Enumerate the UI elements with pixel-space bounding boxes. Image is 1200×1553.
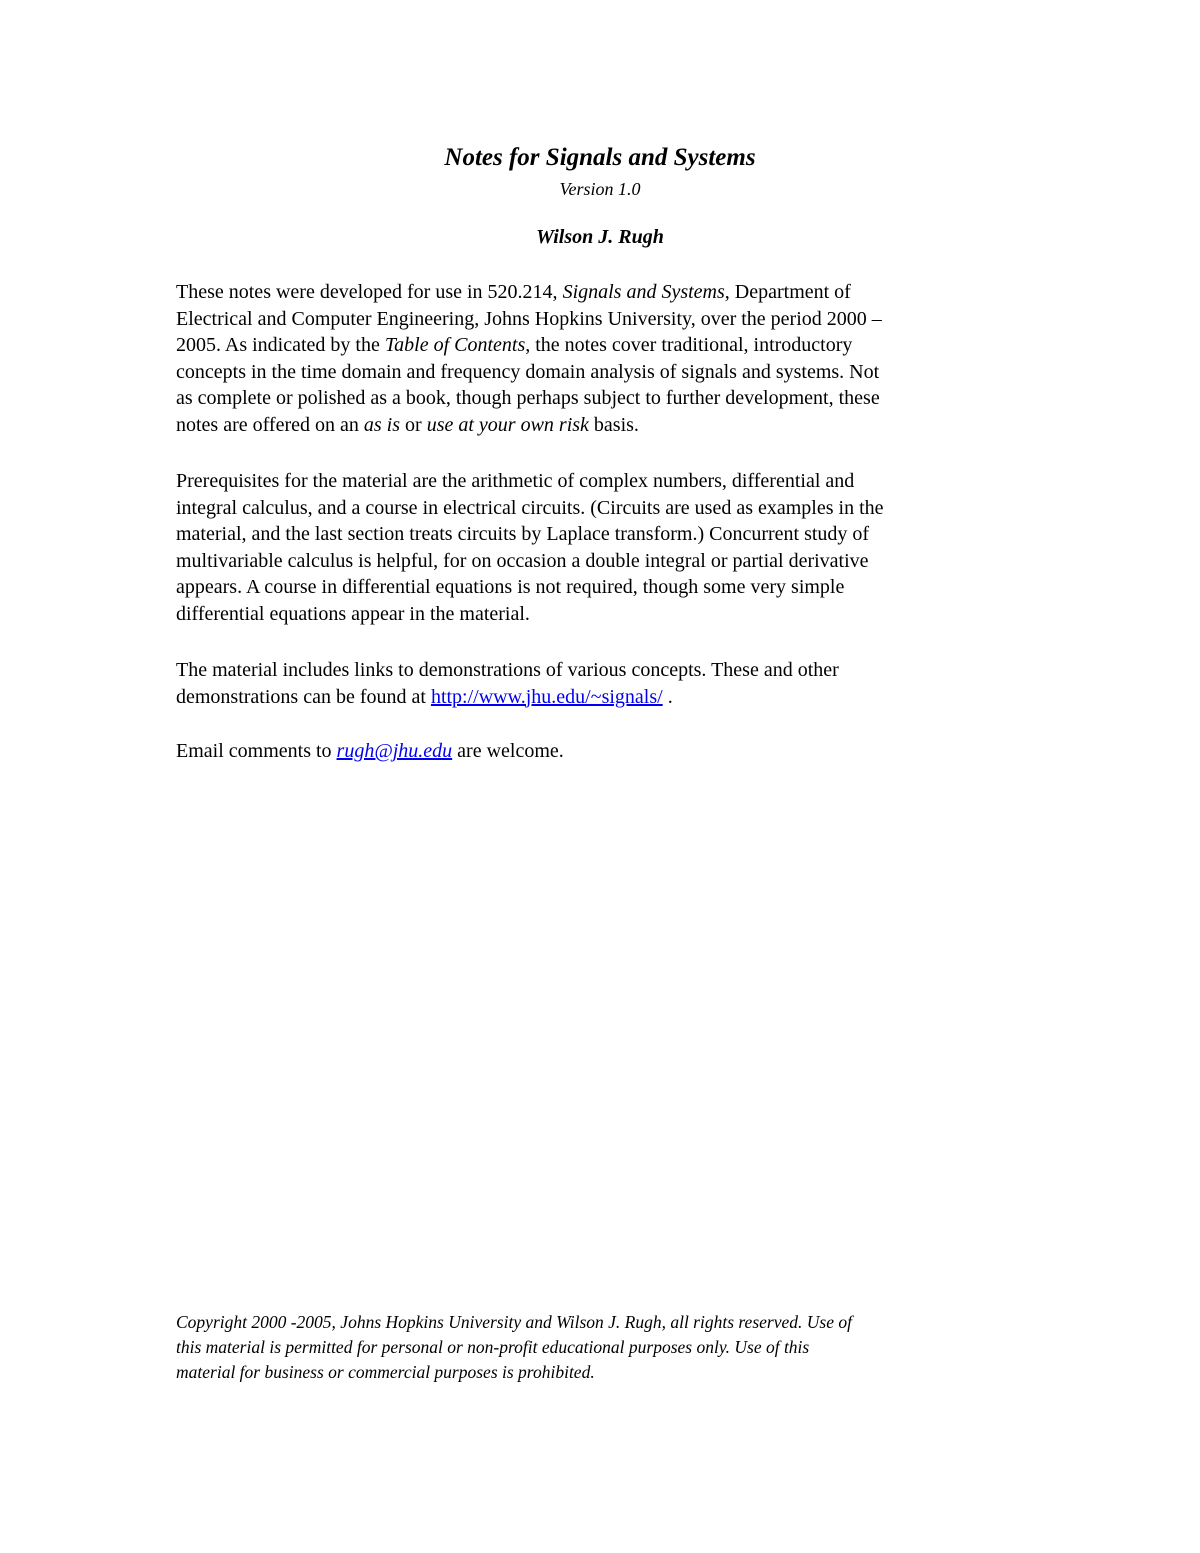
course-name: Signals and Systems: [562, 281, 725, 303]
intro-line-4: concepts in the time domain and frequency domain analysis of signals and systems. Not: [176, 360, 880, 383]
email-paragraph: [176, 738, 1026, 765]
email-line: Email comments to rugh@jhu.edu are welcome.: [176, 740, 564, 762]
prereq-line-5: appears. A course in differential equations is not required, though some very simple: [176, 576, 845, 599]
intro-line-1: These notes were developed for use in 520.214, Signals and Systems, Department of: [176, 281, 851, 303]
prereq-line-1: Prerequisites for the material are the arithmetic of complex numbers, differential and: [176, 470, 855, 492]
copyright-notice: [176, 1310, 1036, 1385]
demonstrations-paragraph: [176, 657, 1026, 710]
demos-line-2: demonstrations can be found at http://www.jhu.edu/~signals/ .: [176, 685, 673, 708]
prereq-line-2: integral calculus, and a course in electrical circuits. (Circuits are used as examples in the: [176, 496, 884, 519]
prerequisites-paragraph: [176, 468, 1026, 628]
prereq-line-4: multivariable calculus is helpful, for on occasion a double integral or partial derivative: [176, 549, 869, 572]
intro-line-5: as complete or polished as a book, though perhaps subject to further development, these: [176, 387, 880, 410]
document-author: Wilson J. Rugh: [536, 226, 664, 248]
copyright-line-2: this material is permitted for personal or non-profit educational purposes only. Use of this: [176, 1337, 810, 1357]
document-version: Version 1.0: [559, 179, 641, 199]
intro-paragraph: [176, 279, 1026, 439]
copyright-line-3: material for business or commercial purposes is prohibited.: [176, 1362, 595, 1382]
prereq-line-6: differential equations appear in the material.: [176, 602, 530, 625]
prereq-line-3: material, and the last section treats circuits by Laplace transform.) Concurrent study of: [176, 523, 870, 546]
intro-line-6: notes are offered on an as is or use at your own risk basis.: [176, 413, 639, 436]
demos-line-1: The material includes links to demonstrations of various concepts. These and other: [176, 659, 839, 681]
intro-line-2: Electrical and Computer Engineering, Johns Hopkins University, over the period 2000 –: [176, 307, 882, 330]
table-of-contents-ref: Table of Contents: [384, 334, 526, 357]
copyright-line-1: Copyright 2000 -2005, Johns Hopkins University and Wilson J. Rugh, all rights reserved. Use of: [176, 1312, 852, 1332]
email-link[interactable]: rugh@jhu.edu: [336, 740, 453, 762]
document-title: Notes for Signals and Systems: [444, 144, 756, 171]
intro-line-3: 2005. As indicated by the Table of Contents, the notes cover traditional, introductory: [176, 334, 853, 357]
demos-link[interactable]: http://www.jhu.edu/~signals/: [430, 685, 663, 708]
